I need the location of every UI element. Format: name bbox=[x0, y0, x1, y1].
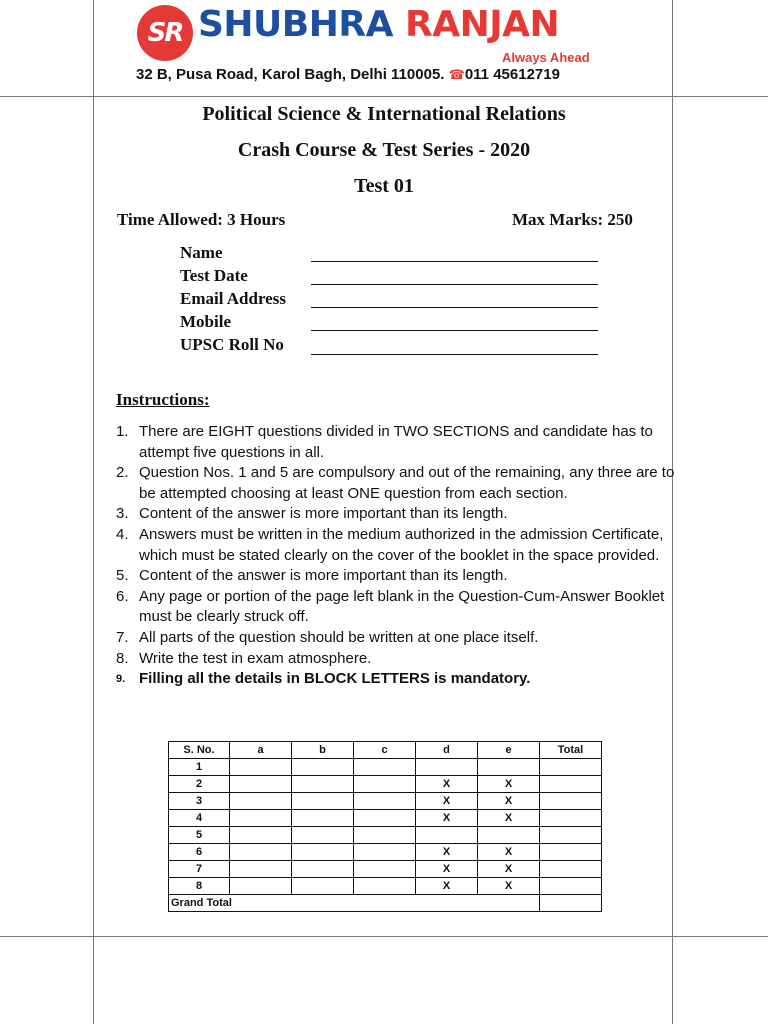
table-cell bbox=[540, 810, 602, 827]
instruction-item bbox=[116, 649, 676, 670]
max-marks: Max Marks: 250 bbox=[512, 210, 633, 229]
instruction-text: There are EIGHT questions divided in TWO SECTIONS and candidate has to attempt five questions in all. bbox=[139, 423, 653, 461]
table-cell bbox=[354, 793, 416, 810]
table-row bbox=[169, 793, 602, 810]
table-cell: X bbox=[416, 861, 478, 878]
table-cell bbox=[354, 810, 416, 827]
table-cell: 7 bbox=[169, 861, 230, 878]
table-cell: X bbox=[478, 861, 540, 878]
table-cell bbox=[354, 759, 416, 776]
instruction-number: 8. bbox=[116, 649, 129, 667]
table-header-cell: d bbox=[416, 742, 478, 759]
table-cell: X bbox=[478, 878, 540, 895]
brand-name-part1: SHUBHRA bbox=[198, 4, 393, 45]
instruction-text: All parts of the question should be written at one place itself. bbox=[139, 628, 539, 646]
table-cell bbox=[230, 861, 292, 878]
instruction-item bbox=[116, 422, 676, 463]
field-blank-line bbox=[311, 284, 598, 285]
table-cell bbox=[354, 861, 416, 878]
table-cell bbox=[292, 844, 354, 861]
table-cell: 8 bbox=[169, 878, 230, 895]
address-text: 32 B, Pusa Road, Karol Bagh, Delhi 110005. bbox=[136, 66, 445, 83]
table-row bbox=[169, 759, 602, 776]
table-cell bbox=[540, 844, 602, 861]
instruction-number: 4. bbox=[116, 525, 129, 543]
table-cell: X bbox=[478, 810, 540, 827]
table-cell bbox=[416, 759, 478, 776]
marks-table bbox=[168, 741, 602, 912]
grand-total-row bbox=[169, 895, 602, 912]
table-cell bbox=[354, 844, 416, 861]
table-header-cell: b bbox=[292, 742, 354, 759]
field-blank-line bbox=[311, 330, 598, 331]
table-cell bbox=[540, 759, 602, 776]
instructions-list bbox=[116, 422, 676, 690]
instruction-number: 9. bbox=[116, 673, 126, 686]
address-line bbox=[136, 66, 560, 83]
table-cell bbox=[540, 827, 602, 844]
logo-icon: SR bbox=[137, 5, 193, 61]
grand-total-label: Grand Total bbox=[169, 895, 540, 912]
phone-number: 011 45612719 bbox=[464, 66, 560, 83]
table-cell: X bbox=[478, 844, 540, 861]
header-divider bbox=[0, 96, 768, 97]
subject-title: Political Science & International Relations bbox=[202, 103, 566, 125]
course-title: Crash Course & Test Series - 2020 bbox=[237, 139, 531, 161]
marks-table-header bbox=[169, 742, 602, 759]
table-header-cell: c bbox=[354, 742, 416, 759]
instruction-text: Filling all the details in BLOCK LETTERS is mandatory. bbox=[139, 670, 531, 688]
table-header-cell: Total bbox=[540, 742, 602, 759]
table-cell: X bbox=[416, 776, 478, 793]
instruction-text: Content of the answer is more important than its length. bbox=[139, 505, 508, 523]
brand-name-part2: RANJAN bbox=[405, 4, 560, 45]
field-blank-line bbox=[311, 261, 598, 262]
table-row bbox=[169, 776, 602, 793]
instruction-item bbox=[116, 628, 676, 649]
field-label: Mobile bbox=[180, 312, 231, 331]
tagline: Always Ahead bbox=[502, 50, 590, 65]
brand-name bbox=[198, 4, 559, 45]
table-row bbox=[169, 827, 602, 844]
instruction-text: Question Nos. 1 and 5 are compulsory and out of the remaining, any three are to be attempted choosing at least ONE question from each section. bbox=[139, 464, 675, 502]
field-blank-line bbox=[311, 354, 598, 355]
table-cell bbox=[416, 827, 478, 844]
phone-icon: ☎ bbox=[448, 67, 465, 82]
instruction-item bbox=[116, 587, 676, 628]
table-row bbox=[169, 844, 602, 861]
instruction-text: Content of the answer is more important than its length. bbox=[139, 567, 508, 585]
table-cell: X bbox=[478, 793, 540, 810]
instruction-number: 5. bbox=[116, 567, 129, 585]
instruction-item bbox=[116, 566, 676, 587]
table-cell bbox=[354, 776, 416, 793]
footer-divider bbox=[0, 936, 768, 937]
table-cell bbox=[540, 793, 602, 810]
table-cell bbox=[230, 844, 292, 861]
field-blank-line bbox=[311, 307, 598, 308]
field-label: Email Address bbox=[180, 289, 286, 308]
table-cell bbox=[230, 759, 292, 776]
field-label: Name bbox=[180, 243, 223, 262]
time-allowed: Time Allowed: 3 Hours bbox=[117, 210, 286, 229]
table-header-cell: a bbox=[230, 742, 292, 759]
instruction-item bbox=[116, 504, 676, 525]
instructions-heading: Instructions: bbox=[116, 390, 210, 409]
instruction-number: 7. bbox=[116, 628, 129, 646]
field-label: Test Date bbox=[180, 266, 248, 285]
table-cell bbox=[292, 827, 354, 844]
test-title: Test 01 bbox=[354, 175, 414, 197]
table-cell bbox=[292, 810, 354, 827]
table-cell bbox=[292, 776, 354, 793]
table-header-cell: S. No. bbox=[169, 742, 230, 759]
table-cell bbox=[292, 878, 354, 895]
table-cell: 5 bbox=[169, 827, 230, 844]
table-cell: X bbox=[416, 810, 478, 827]
table-row bbox=[169, 861, 602, 878]
table-cell bbox=[292, 861, 354, 878]
table-cell: 1 bbox=[169, 759, 230, 776]
instruction-text: Any page or portion of the page left blank in the Question-Cum-Answer Booklet must be clearly struck off. bbox=[139, 587, 665, 626]
table-cell: X bbox=[478, 776, 540, 793]
table-cell: 2 bbox=[169, 776, 230, 793]
instruction-number: 3. bbox=[116, 505, 129, 523]
table-cell bbox=[354, 878, 416, 895]
instruction-item bbox=[116, 525, 676, 566]
field-label: UPSC Roll No bbox=[180, 335, 284, 354]
instruction-number: 2. bbox=[116, 464, 129, 482]
table-cell: X bbox=[416, 793, 478, 810]
table-row bbox=[169, 878, 602, 895]
table-cell bbox=[230, 878, 292, 895]
table-row bbox=[169, 810, 602, 827]
grand-total-value bbox=[540, 895, 602, 912]
table-cell: X bbox=[416, 878, 478, 895]
instruction-number: 1. bbox=[116, 423, 129, 440]
instruction-item bbox=[116, 669, 676, 690]
table-cell bbox=[230, 810, 292, 827]
table-cell bbox=[230, 793, 292, 810]
table-cell bbox=[354, 827, 416, 844]
instruction-number: 6. bbox=[116, 587, 129, 605]
table-cell: 6 bbox=[169, 844, 230, 861]
table-cell bbox=[478, 759, 540, 776]
instruction-item bbox=[116, 463, 676, 504]
table-cell bbox=[540, 776, 602, 793]
instruction-text: Answers must be written in the medium authorized in the admission Certificate, which must be stated clearly on the cover of the booklet in the space provided. bbox=[139, 525, 664, 564]
table-cell bbox=[230, 776, 292, 793]
instruction-text: Write the test in exam atmosphere. bbox=[139, 649, 372, 667]
table-cell bbox=[292, 759, 354, 776]
table-cell: X bbox=[416, 844, 478, 861]
table-cell bbox=[540, 861, 602, 878]
table-header-cell: e bbox=[478, 742, 540, 759]
table-cell bbox=[230, 827, 292, 844]
table-cell: 4 bbox=[169, 810, 230, 827]
table-cell: 3 bbox=[169, 793, 230, 810]
table-cell bbox=[478, 827, 540, 844]
table-cell bbox=[540, 878, 602, 895]
table-cell bbox=[292, 793, 354, 810]
